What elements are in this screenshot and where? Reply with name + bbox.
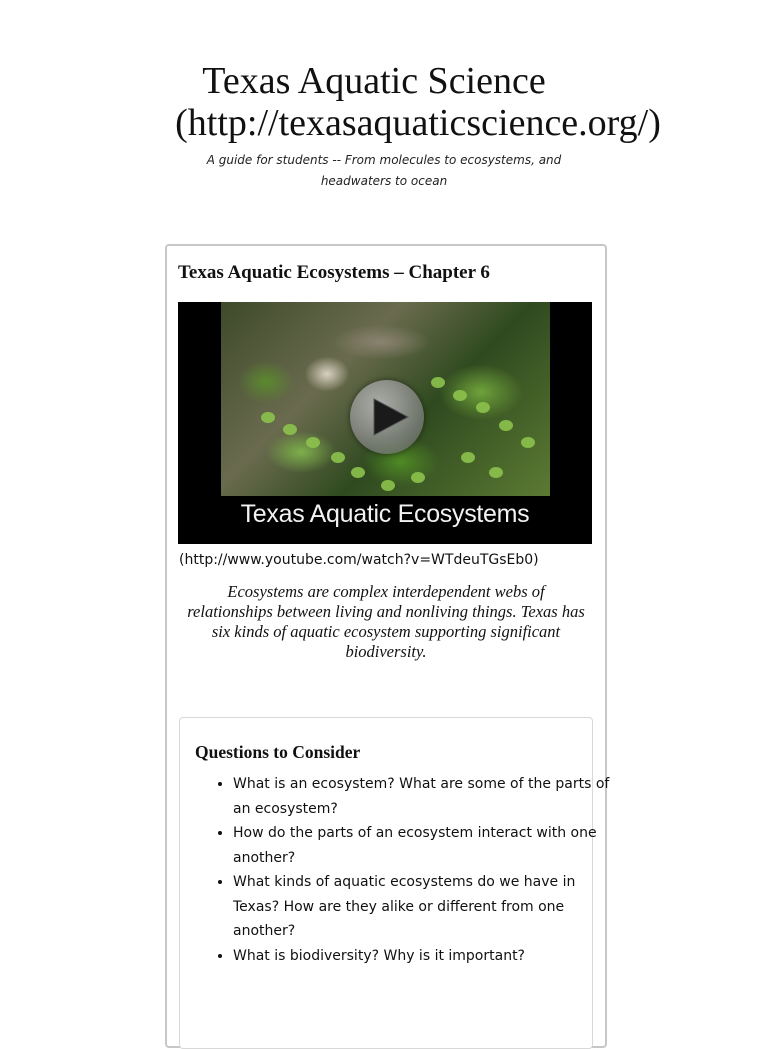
questions-list [195, 772, 613, 968]
list-item: • What is biodiversity? Why is it important? [233, 944, 613, 969]
site-tagline: A guide for students -- From molecules to ecosystems, and headwaters to ocean [206, 153, 562, 188]
chapter-title: Texas Aquatic Ecosystems – Chapter 6 [178, 262, 490, 283]
play-button[interactable] [350, 380, 424, 454]
list-item: • What kinds of aquatic ecosystems do we have in Texas? How are they alike or different from one another? [233, 870, 613, 944]
questions-box [179, 717, 610, 1049]
play-icon [370, 397, 410, 437]
list-item: • What is an ecosystem? What are some of the parts of an ecosystem? [233, 772, 613, 821]
site-title [0, 60, 768, 144]
questions-heading: Questions to Consider [195, 742, 361, 762]
video-player[interactable] [178, 302, 592, 544]
video-caption: Texas Aquatic Ecosystems [240, 500, 530, 528]
site-title-url[interactable]: (http://texasaquaticscience.org/) [175, 102, 661, 144]
list-item: • How do the parts of an ecosystem interact with one another? [233, 821, 613, 870]
chapter-intro: Ecosystems are complex interdependent webs of relationships between living and nonliving things. Texas has six kinds of aquatic ecosystem supporting significant biodiversity. [187, 582, 585, 661]
site-title-name: Texas Aquatic Science [202, 60, 546, 102]
chapter-card [165, 244, 610, 1048]
video-url-link[interactable]: (http://www.youtube.com/watch?v=WTdeuTGsEb0) [179, 552, 539, 568]
